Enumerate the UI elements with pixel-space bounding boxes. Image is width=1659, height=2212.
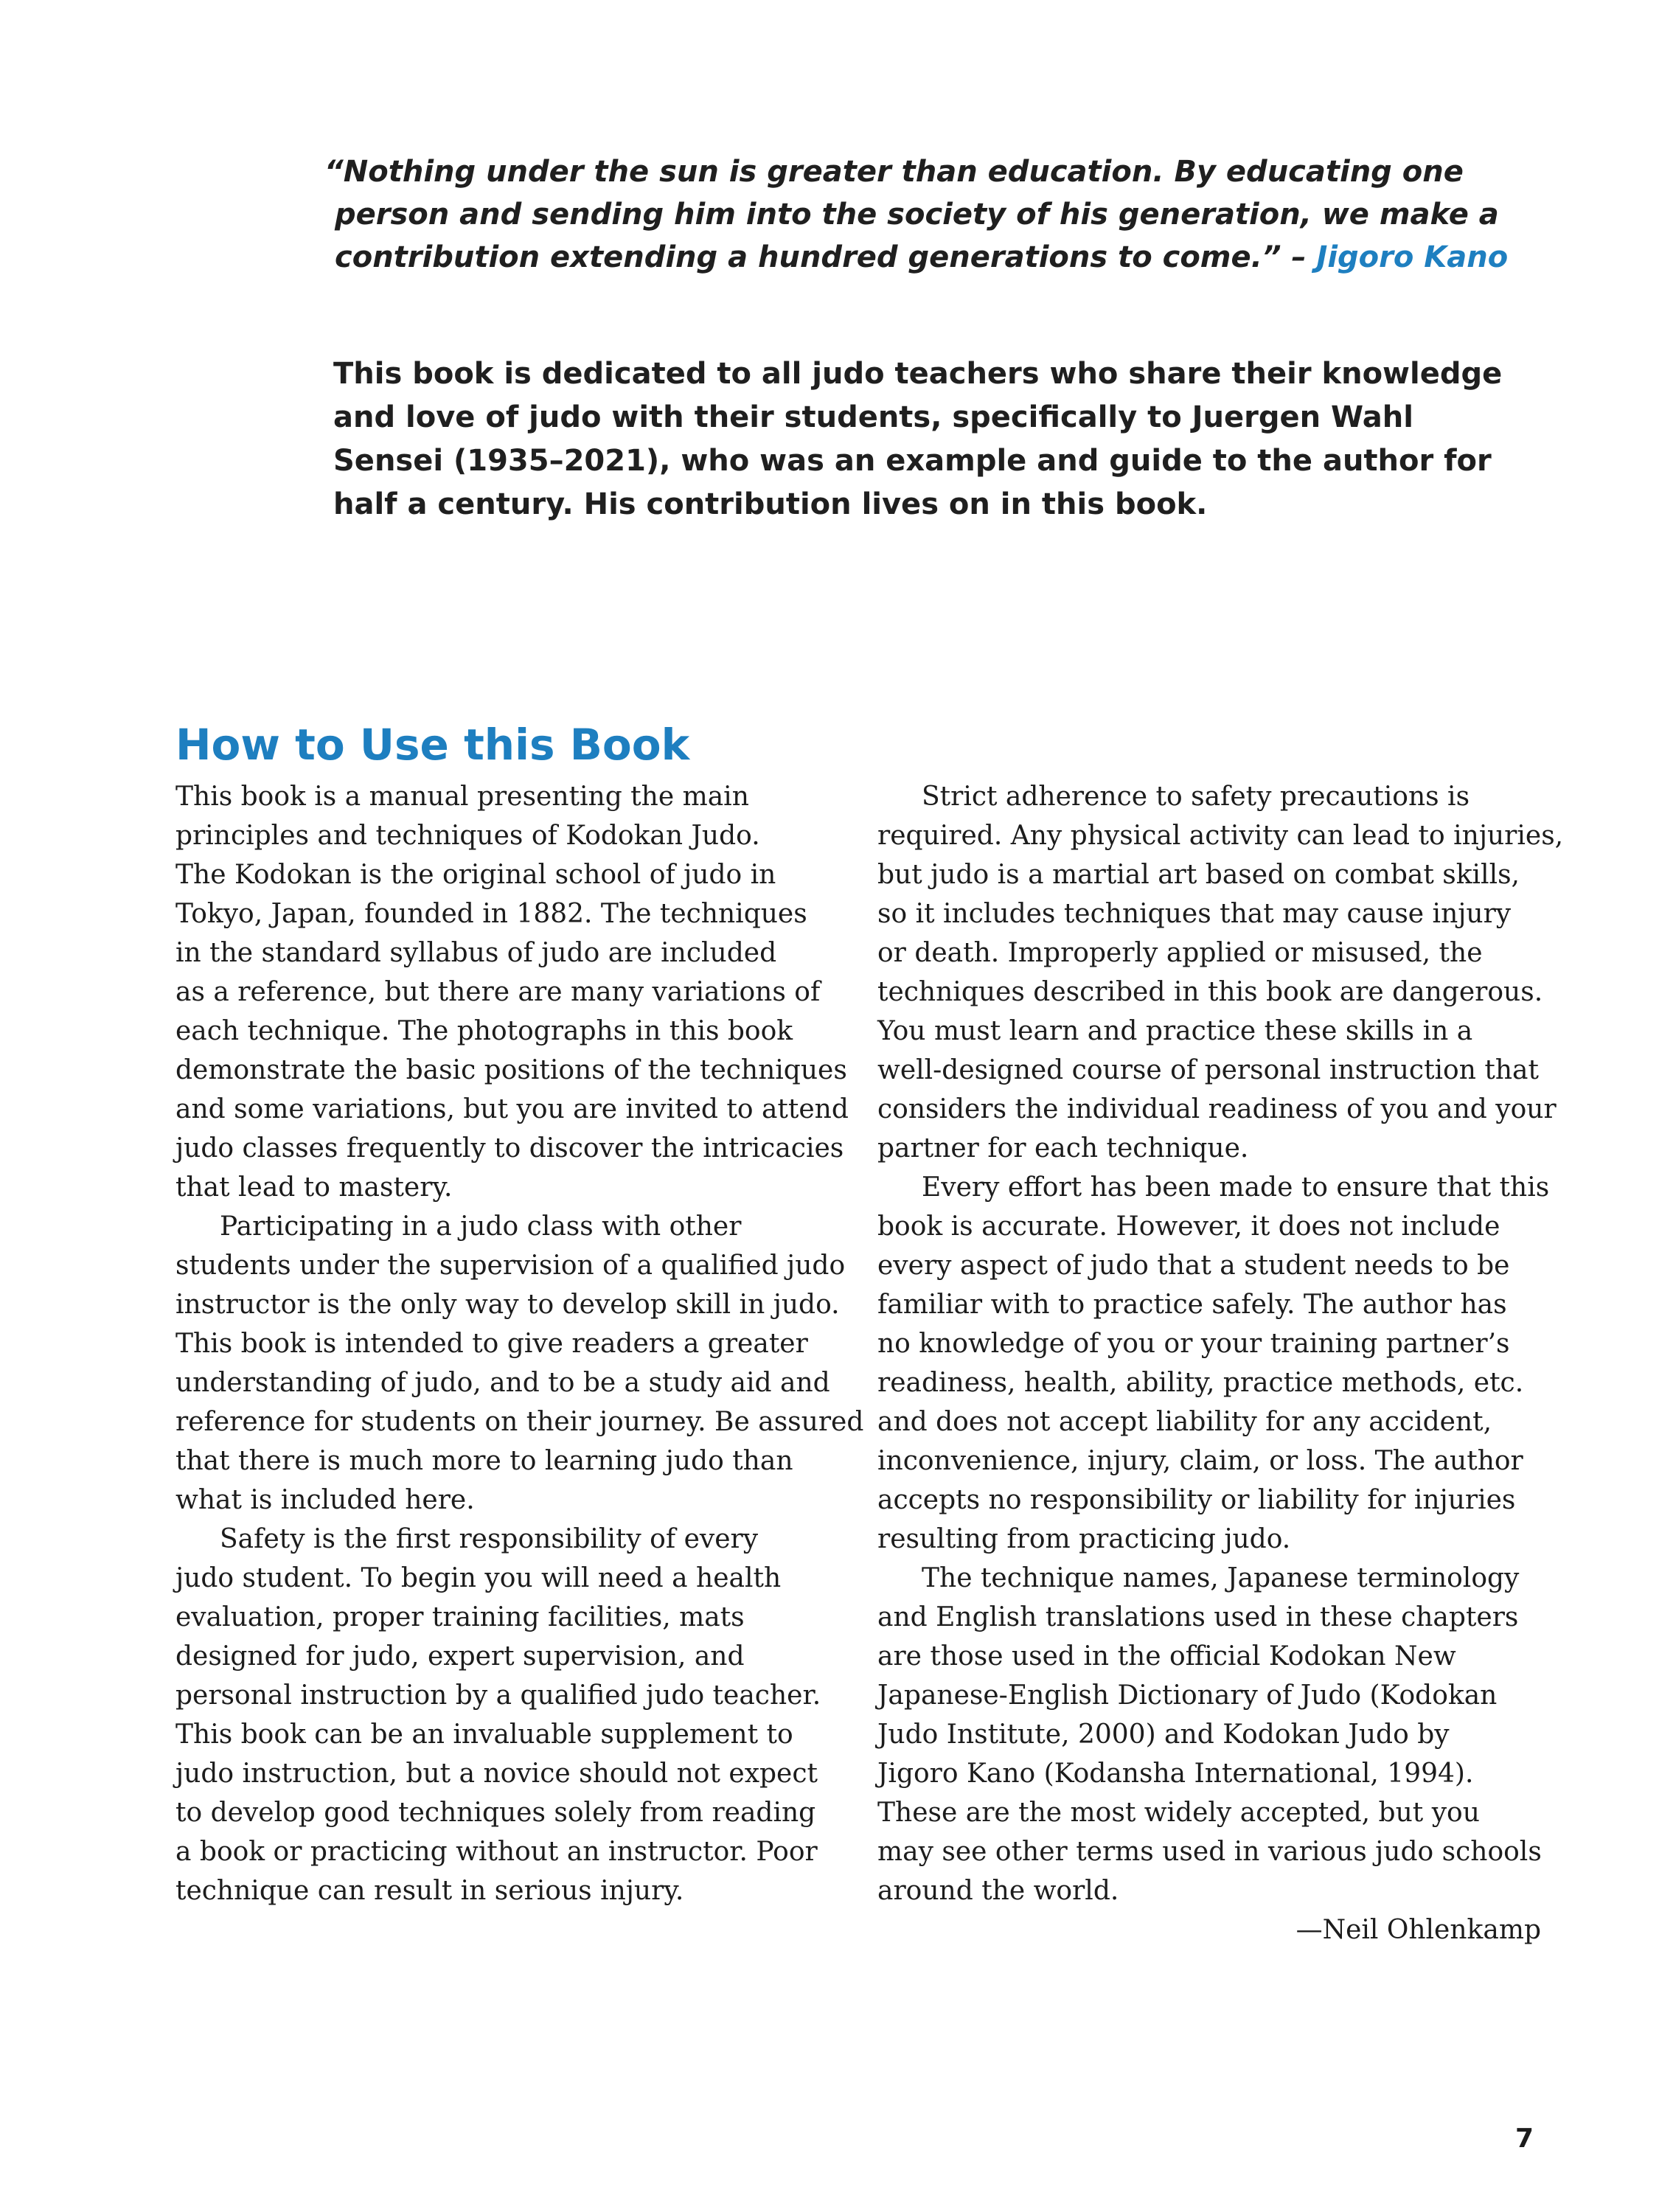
epigraph-line — [324, 236, 1509, 279]
epigraph-line: “Nothing under the sun is greater than education. By educating one — [324, 155, 1464, 189]
text-line: accepts no responsibility or liability for injuries — [877, 1485, 1516, 1515]
text-line: students under the supervision of a qualified judo — [175, 1251, 846, 1281]
page-number: 7 — [1514, 2124, 1534, 2154]
epigraph-attribution: Jigoro Kano — [1316, 240, 1509, 274]
text-line: are those used in the official Kodokan New — [877, 1641, 1456, 1672]
text-line: reference for students on their journey. Be assured — [175, 1407, 864, 1437]
text-line: This book can be an invaluable supplement to — [175, 1719, 793, 1750]
text-line: resulting from practicing judo. — [877, 1524, 1291, 1554]
text-line: familiar with to practice safely. The author has — [877, 1290, 1507, 1320]
text-line: in the standard syllabus of judo are included — [175, 938, 777, 968]
text-line: Safety is the first responsibility of every — [220, 1524, 759, 1554]
text-line: Strict adherence to safety precautions is — [922, 782, 1470, 812]
dedication — [333, 352, 1503, 526]
text-line: judo student. To begin you will need a health — [175, 1563, 782, 1593]
text-line: every aspect of judo that a student needs to be — [877, 1251, 1510, 1281]
text-line: judo instruction, but a novice should not expect — [175, 1759, 818, 1789]
left-column — [175, 777, 864, 1910]
text-line: that there is much more to learning judo than — [175, 1446, 793, 1476]
dedication-line: This book is dedicated to all judo teachers who share their knowledge — [333, 357, 1503, 391]
text-line: This book is a manual presenting the main — [175, 782, 749, 812]
epigraph-line-text: contribution extending a hundred generations to come.” – — [335, 240, 1307, 274]
epigraph-quote — [324, 150, 1509, 279]
author-signature: —Neil Ohlenkamp — [1295, 1915, 1541, 1945]
text-line: readiness, health, ability, practice methods, etc. — [877, 1368, 1524, 1398]
text-line: This book is intended to give readers a greater — [175, 1329, 808, 1359]
text-line: and does not accept liability for any accident, — [877, 1407, 1492, 1437]
text-line: no knowledge of you or your training partner’s — [877, 1329, 1510, 1359]
text-line: may see other terms used in various judo schools — [877, 1837, 1542, 1867]
text-line: or death. Improperly applied or misused, the — [877, 938, 1483, 968]
text-line: and English translations used in these chapters — [877, 1602, 1519, 1632]
text-line: around the world. — [877, 1876, 1119, 1906]
text-line: These are the most widely accepted, but you — [877, 1798, 1480, 1828]
text-line: considers the individual readiness of you and your — [877, 1094, 1557, 1124]
text-line: personal instruction by a qualified judo teacher. — [175, 1680, 821, 1711]
text-line: instructor is the only way to develop skill in judo. — [175, 1290, 840, 1320]
text-line: and some variations, but you are invited to attend — [175, 1094, 849, 1124]
text-line: designed for judo, expert supervision, and — [175, 1641, 745, 1672]
text-line: Judo Institute, 2000) and Kodokan Judo by — [877, 1719, 1450, 1750]
text-line: demonstrate the basic positions of the techniques — [175, 1055, 847, 1085]
text-line: understanding of judo, and to be a study aid and — [175, 1368, 830, 1398]
epigraph-line: person and sending him into the society of his generation, we make a — [335, 198, 1499, 232]
text-line: You must learn and practice these skills in a — [877, 1016, 1473, 1046]
text-line: book is accurate. However, it does not include — [877, 1211, 1500, 1242]
text-line: evaluation, proper training facilities, mats — [175, 1602, 745, 1632]
text-line: a book or practicing without an instructor. Poor — [175, 1837, 818, 1867]
text-line: Every effort has been made to ensure that this — [922, 1172, 1550, 1203]
text-line: The technique names, Japanese terminology — [922, 1563, 1520, 1593]
right-column — [877, 777, 1564, 1950]
text-line: Jigoro Kano (Kodansha International, 1994). — [877, 1759, 1474, 1789]
text-line: as a reference, but there are many variations of — [175, 977, 821, 1007]
text-line: technique can result in serious injury. — [175, 1876, 684, 1906]
dedication-line: half a century. His contribution lives on in this book. — [333, 487, 1208, 521]
text-line: to develop good techniques solely from reading — [175, 1798, 816, 1828]
text-line: Tokyo, Japan, founded in 1882. The techniques — [175, 899, 807, 929]
dedication-line: Sensei (1935–2021), who was an example and guide to the author for — [333, 444, 1492, 478]
text-line: so it includes techniques that may cause injury — [877, 899, 1512, 929]
text-line: inconvenience, injury, claim, or loss. The author — [877, 1446, 1523, 1476]
text-line: principles and techniques of Kodokan Judo. — [175, 821, 760, 851]
text-line: Japanese-English Dictionary of Judo (Kodokan — [877, 1680, 1498, 1711]
text-line: but judo is a martial art based on combat skills, — [877, 860, 1520, 890]
text-line: techniques described in this book are dangerous. — [877, 977, 1543, 1007]
text-line: that lead to mastery. — [175, 1172, 453, 1203]
section-title: How to Use this Book — [175, 720, 690, 770]
text-line: The Kodokan is the original school of judo in — [175, 860, 776, 890]
text-line: partner for each technique. — [877, 1133, 1249, 1164]
text-line: each technique. The photographs in this book — [175, 1016, 793, 1046]
text-line: Participating in a judo class with other — [220, 1211, 742, 1242]
text-line: well-designed course of personal instruction that — [877, 1055, 1539, 1085]
dedication-line: and love of judo with their students, specifically to Juergen Wahl — [333, 400, 1413, 434]
text-line: judo classes frequently to discover the intricacies — [175, 1133, 844, 1164]
text-line: required. Any physical activity can lead to injuries, — [877, 821, 1564, 851]
text-line: what is included here. — [175, 1485, 475, 1515]
